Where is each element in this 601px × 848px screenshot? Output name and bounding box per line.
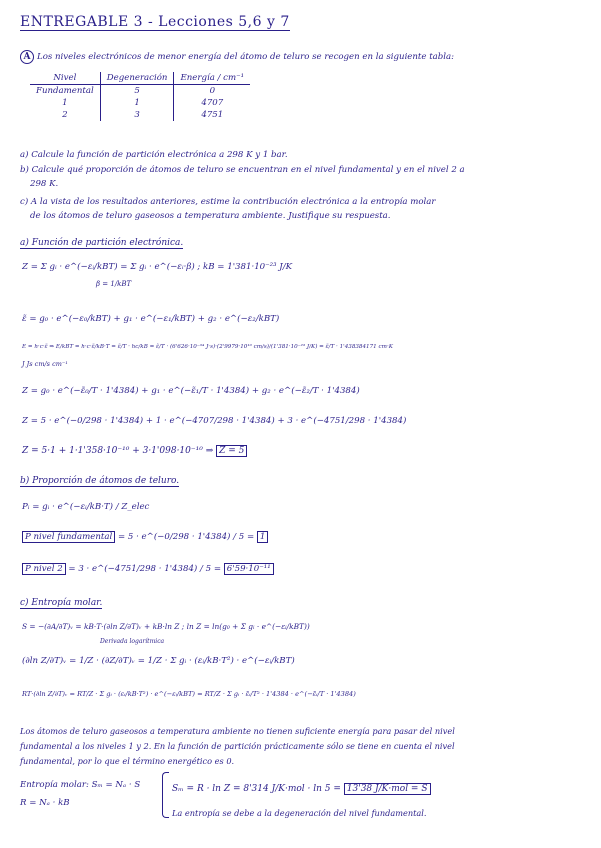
table-row: Fundamental 5 0 (30, 85, 250, 98)
section-c-heading: c) Entropía molar. (20, 598, 103, 608)
problem-statement (20, 50, 454, 64)
section-a-eq1: Z = Σ gᵢ · e^(−εᵢ/kBT) = Σ gᵢ · e^(−εᵢ·β) ; kB = 1'381·10⁻²³ J/K (22, 262, 293, 272)
final-r: R = Nₐ · kB (20, 798, 70, 808)
p-fundamental-result: 1 (257, 531, 268, 543)
section-a-eq2: ε̃ = g₀ · e^(−ε₀/kBT) + g₁ · e^(−ε₁/kBT) + g₂ · e^(−ε₂/kBT) (22, 314, 280, 324)
brace (162, 772, 169, 818)
section-a-eq6: Z = 5·1 + 1·1'358·10⁻¹⁰ + 3·1'098·10⁻¹⁰ ⇒ Z = 5 (22, 446, 247, 456)
conclusion-line-2: fundamental a los niveles 1 y 2. En la función de partición prácticamente sólo se tiene en cuenta el nivel (20, 741, 455, 751)
section-b-eq1: Pᵢ = gᵢ · e^(−εᵢ/kB·T) / Z_elec (22, 502, 150, 512)
table-header: Energía / cm⁻¹ (174, 72, 250, 85)
section-c-eq1: S = −(∂A/∂T)ᵥ = kB·T·(∂ln Z/∂T)ᵥ + kB·ln Z ; ln Z = ln(g₀ + Σ gᵢ · e^(−εᵢ/kBT)) (22, 622, 310, 631)
section-c-eq1-note: Derivada logarítmica (100, 638, 165, 645)
section-a-eq1-note: β = 1/kBT (96, 280, 132, 288)
conclusion-line-1: Los átomos de teluro gaseosos a temperatura ambiente no tienen suficiente energía para pasar del nivel (20, 726, 455, 736)
section-a-eq4: Z = g₀ · e^(−ε̃₀/T · 1'4384) + g₁ · e^(−ε̃₁/T · 1'4384) + g₂ · e^(−ε̃₂/T · 1'4384) (22, 386, 360, 396)
final-equation: Sₘ = R · ln Z = 8'314 J/K·mol · ln 5 = 13'38 J/K·mol = S (172, 784, 431, 794)
table-header: Nivel (30, 72, 100, 85)
question-b-cont: 298 K. (30, 179, 59, 189)
final-label: Entropía molar: Sₘ = Nₐ · S (20, 780, 141, 790)
p-level2-result: 6'59·10⁻¹¹ (224, 563, 274, 575)
section-a-eq5: Z = 5 · e^(−0/298 · 1'4384) + 1 · e^(−4707/298 · 1'4384) + 3 · e^(−4751/298 · 1'4384) (22, 416, 407, 426)
section-a-eq3: E = h·c·ε̃ ⇒ E/kBT = h·c·ε̃/kB·T = ε̃/T · hc/kB = ε̃/T · (6'626·10⁻³⁴ J·s)·(2'9979·10¹⁰ cm/s)/(1'381·10⁻²³ J/K) = ε̃/T · 1'438384171 cm·K (22, 344, 393, 350)
z-result: Z = 5 (216, 445, 247, 457)
section-a-heading: a) Función de partición electrónica. (20, 238, 184, 248)
question-b: b) Calcule qué proporción de átomos de teluro se encuentran en el nivel fundamental y en el nivel 2 a (20, 165, 465, 175)
table-header: Degeneración (100, 72, 174, 85)
intro-text: Los niveles electrónicos de menor energía del átomo de teluro se recogen en la siguiente tabla: (37, 52, 455, 62)
page-title: ENTREGABLE 3 - Lecciones 5,6 y 7 (20, 14, 290, 30)
question-c: c) A la vista de los resultados anteriores, estime la contribución electrónica a la entropía molar (20, 197, 436, 207)
section-c-eq2: (∂ln Z/∂T)ᵥ = 1/Z · (∂Z/∂T)ᵥ = 1/Z · Σ gᵢ · (εᵢ/kB·T²) · e^(−εᵢ/kBT) (22, 656, 295, 666)
table-row: 1 1 4707 (30, 97, 250, 109)
final-note: La entropía se debe a la degeneración del nivel fundamental. (172, 808, 427, 818)
question-a: a) Calcule la función de partición electrónica a 298 K y 1 bar. (20, 150, 288, 160)
final-result: 13'38 J/K·mol = S (344, 783, 431, 795)
section-c-eq3: RT·(∂ln Z/∂T)ᵥ = RT/Z · Σ gᵢ · (εᵢ/kB·T²) · e^(−εᵢ/kBT) = RT/Z · Σ gᵢ · ε̃ᵢ/T² · 1'4384 · e^(−ε̃ᵢ/T · 1'4384) (22, 690, 356, 698)
conclusion-line-3: fundamental, por lo que el término energético es 0. (20, 756, 235, 766)
energy-levels-table (30, 72, 250, 121)
section-a-eq3-note: J Js cm/s cm⁻¹ (22, 360, 68, 368)
section-b-heading: b) Proporción de átomos de teluro. (20, 476, 180, 486)
problem-marker: A (20, 50, 34, 64)
section-b-eq2: P nivel fundamental = 5 · e^(−0/298 · 1'4384) / 5 = 1 (22, 532, 268, 542)
table-row: 2 3 4751 (30, 109, 250, 121)
question-c-cont: de los átomos de teluro gaseosos a temperatura ambiente. Justifique su respuesta. (30, 211, 391, 221)
section-b-eq3: P nivel 2 = 3 · e^(−4751/298 · 1'4384) / 5 = 6'59·10⁻¹¹ (22, 564, 274, 574)
